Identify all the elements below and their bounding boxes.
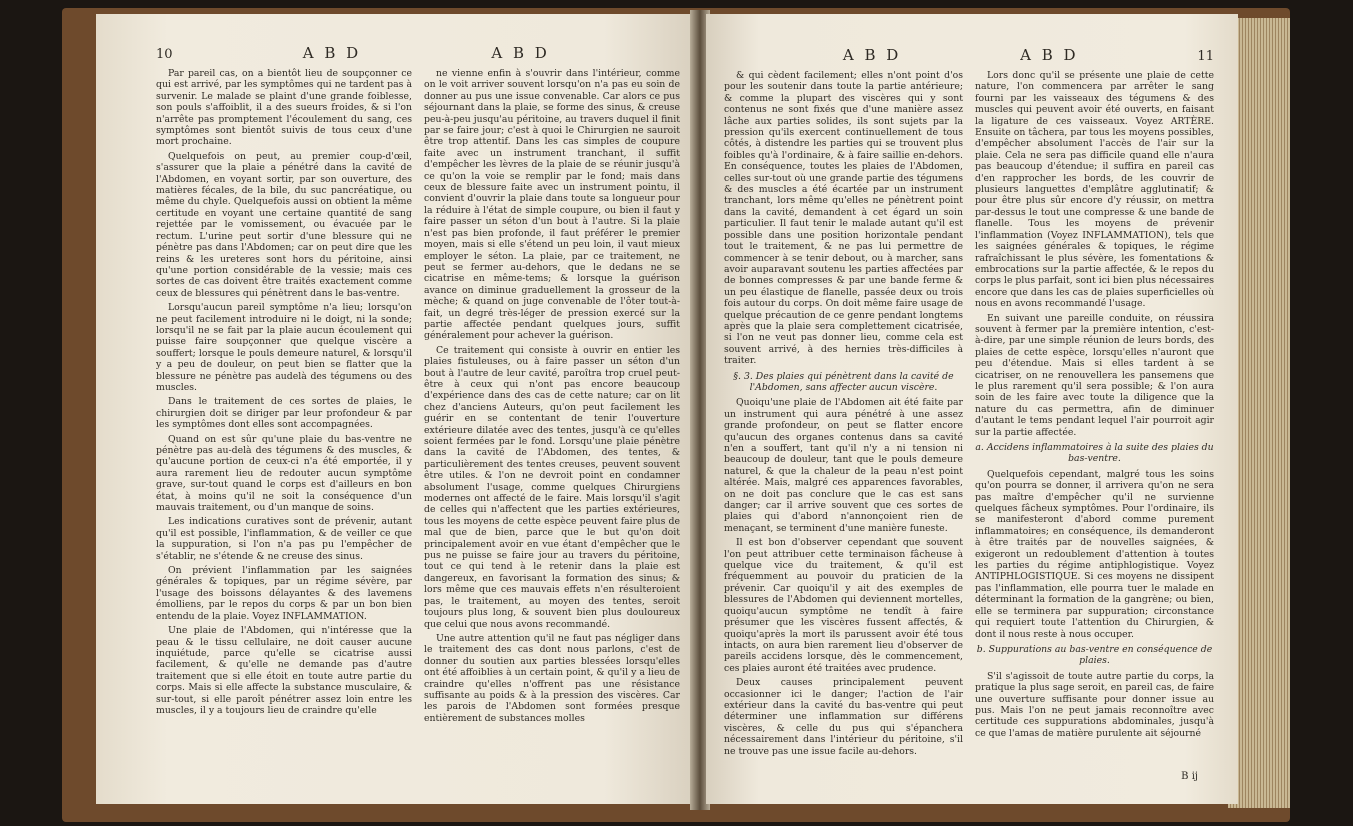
paragraph: Quelquefois on peut, au premier coup-d'œil, s'assurer que la plaie a pénétré dans la cavité de l'Abdomen, en voyant sortir, par son ouverture, des matières fécales, de la bile, du suc pancréatique, ou même du chyle. Quelquefois aussi on obtient la même certitude en voyant une certaine quantité de sang rejettée par le vomissement, ou évacuée par le rectum. L'urine peut sortir d'une blessure qui ne pénètre pas dans l'Abdomen; car on peut dire que les reins & les ureteres sont hors du péritoine, ainsi qu'une portion considérable de la vessie; mais ces sortes de cas doivent être traités exactement comme ceux de blessures qui pénètrent dans le bas-ventre. — [156, 150, 412, 299]
paragraph: & qui cèdent facilement; elles n'ont point d'os pour les soutenir dans toute la partie antérieure; & comme la plupart des viscères qui y sont contenus ne sont fixés que d'une manière assez lâche aux parties solides, ils sont sujets par la pression qu'ils exercent continuellement de tous côtés, à distendre les parties qui se trouvent plus foibles qu'à l'ordinaire, & à faire saillie en-dehors. En conséquence, toutes les plaies de l'Abdomen, celles sur-tout où une grande partie des tégumens & des muscles a été écartée par un instrument tranchant, lors même qu'elles ne pénètrent point dans la cavité, demandent à cet égard un soin particulier. Il faut tenir le malade autant qu'il est possible dans une position horizontale pendant tout le traitement, & ne pas lui permettre de commencer à se tenir debout, ou à marcher, sans avoir auparavant soutenu les parties affectées par de bonnes compresses & par une bande ferme & un peu élastique de flanelle, passée deux ou trois fois autour du corps. On doit même faire usage de quelque précaution de ce genre pendant longtems après que la plaie sera complettement cicatrisée, si l'on ne veut pas donner lieu, comme cela est souvent arrivé, à des hernies très-difficiles à traiter. — [724, 70, 963, 367]
paragraph: Quoiqu'une plaie de l'Abdomen ait été faite par un instrument qui aura pénétré à une assez grande profondeur, on peut se flatter encore qu'aucun des organes contenus dans sa cavité n'en a souffert, tant qu'il n'y a ni tension ni beaucoup de douleur, tant que le pouls demeure naturel, & que la chaleur de la peau n'est point altérée. Mais, malgré ces apparences favorables, on ne doit pas conclure que le cas est sans danger; car il arrive souvent que ces sortes de plaies qui d'abord n'annonçoient rien de menaçant, se terminent d'une manière funeste. — [724, 397, 963, 534]
right-column-2 — [975, 70, 1214, 760]
left-page-number: 10 — [156, 47, 173, 62]
paragraph: ne vienne enfin à s'ouvrir dans l'intérieur, comme on le voit arriver souvent lorsqu'on n'a pas eu soin de donner au pus une issue convenable. Car alors ce pus séjournant dans la plaie, se forme des sinus, & creuse peu-à-peu jusqu'au péritoine, au travers duquel il finit par se faire jour; c'est à quoi le Chirurgien ne sauroit être trop attentif. Dans les cas simples de coupure faite avec un instrument tranchant, il suffit d'empêcher les lèvres de la plaie de se réunir jusqu'à ce qu'on la voie se remplir par le fond; mais dans ceux de blessure faite avec un instrument pointu, il convient d'ouvrir la plaie dans toute sa longueur pour la réduire à l'état de simple coupure, ou bien il faut y faire passer un séton d'un bout à l'autre. Si la plaie n'est pas bien profonde, il faut préférer le premier moyen, mais si elle s'étend un peu loin, il vaut mieux employer le séton. La plaie, par ce traitement, ne peut se fermer au-dehors, que le dedans ne se cicatrise en même-tems; & lorsque la guérison avance on diminue graduellement la grosseur de la mèche; & quand on juge convenable de l'ôter tout-à-fait, un degré très-léger de pression exercé sur la partie affectée pendant quelques jours, suffit généralement pour achever la guérison. — [424, 68, 680, 342]
subsection-heading: b. Suppurations au bas-ventre en conséquence de plaies. — [976, 643, 1213, 667]
left-running-head — [156, 44, 680, 62]
left-column-2 — [424, 68, 680, 727]
paragraph: En suivant une pareille conduite, on réussira souvent à fermer par la première intention, c'est-à-dire, par une simple réunion de leurs bords, des plaies de cette espèce, lorsqu'elles n'auront que peu d'étendue. Mais si elles tardent à se cicatriser, on ne renouvellera les pansemens que le plus rarement qu'il sera possible; & l'on aura soin de les faire avec toute la diligence que la nature du cas permettra, afin de diminuer d'autant le tems pendant lequel l'air pourroit agir sur la partie affectée. — [975, 312, 1214, 438]
right-column-1 — [724, 70, 963, 760]
signature-mark: B ij — [1181, 771, 1198, 782]
paragraph: S'il s'agissoit de toute autre partie du corps, la pratique la plus sage seroit, en pareil cas, de faire une ouverture suffisante pour donner issue au pus. Mais l'on ne peut jamais reconnoître avec certitude ces suppurations abdominales, jusqu'à ce que l'amas de matière purulente ait séjourné — [975, 670, 1214, 739]
left-column-1 — [156, 68, 412, 727]
paragraph: Quelquefois cependant, malgré tous les soins qu'on pourra se donner, il arrivera qu'on ne sera pas maître d'empêcher qu'il ne survienne quelques fâcheux symptômes. Pour l'ordinaire, ils se manifesteront d'abord comme purement inflammatoires; en conséquence, ils demanderont à être traités par de nouvelles saignées, & exigeront un redoublement d'attention à toutes les parties du régime antiphlogistique. Voyez ANTIPHLOGISTIQUE. Si ces moyens ne dissipent pas l'inflammation, elle pourra tuer le malade en déterminant la formation de la gangrène; ou bien, elle se terminera par suppuration; circonstance qui requiert toute l'attention du Chirurgien, & dont il nous reste à nous occuper. — [975, 468, 1214, 640]
paragraph: Une autre attention qu'il ne faut pas négliger dans le traitement des cas dont nous parlons, c'est de donner du soutien aux parties blessées lorsqu'elles ont été affoiblies à un certain point, & qu'il y a lieu de craindre qu'elles n'offrent pas une résistance suffisante au poids & à la pression des viscères. Car les parois de l'Abdomen sont formées presque entièrement de substances molles — [424, 632, 680, 724]
paragraph: Lors donc qu'il se présente une plaie de cette nature, l'on commencera par arrêter le sang fourni par les vaisseaux des tégumens & des muscles qui peuvent avoir été ouverts, en faisant la ligature de ces vaisseaux. Voyez ARTÈRE. Ensuite on tâchera, par tous les moyens possibles, d'empêcher absolument l'accès de l'air sur la plaie. Cela ne sera pas difficile quand elle n'aura pas beaucoup d'étendue; il suffira en pareil cas d'en rapprocher les bords, de les couvrir de plusieurs languettes d'emplâtre agglutinatif; & pour être plus sûr encore d'y réussir, on mettra par-dessus le tout une compresse & une bande de flanelle. Tous les moyens de prévenir l'inflammation (Voyez INFLAMMATION), tels que les saignées générales & topiques, le régime rafraîchissant le plus sévère, les fomentations & embrocations sur la partie affectée, & le repos du corps le plus parfait, sont ici bien plus nécessaires encore que dans les cas de plaies superficielles où nous en avons recommandé l'usage. — [975, 70, 1214, 310]
right-page-number: 11 — [1197, 49, 1214, 64]
right-running-head-left: A B D — [842, 46, 902, 64]
paragraph: Deux causes principalement peuvent occasionner ici le danger; l'action de l'air extérieur dans la cavité du bas-ventre qui peut déterminer une inflammation sur différens viscères, & celle du pus qui s'épanchera nécessairement dans l'intérieur du péritoine, s'il ne trouve pas une issue facile au-dehors. — [724, 677, 963, 757]
right-page — [706, 14, 1238, 804]
right-running-head — [724, 46, 1214, 64]
paragraph: Quand on est sûr qu'une plaie du bas-ventre ne pénètre pas au-delà des tégumens & des muscles, & qu'aucune portion de ceux-ci n'a été emportée, il y aura rarement lieu de redouter aucun symptôme grave, sur-tout quand le corps est d'ailleurs en bon état, à moins qu'il ne soit la conséquence d'un mauvais traitement, ou d'un manque de soins. — [156, 433, 412, 514]
right-running-head-right: A B D — [1020, 46, 1079, 64]
paragraph: Une plaie de l'Abdomen, qui n'intéresse que la peau & le tissu cellulaire, ne doit causer aucune inquiétude, parce qu'elle se cicatrise aussi facilement, & qu'elle ne demande pas d'autre traitement que si elle étoit en toute autre partie du corps. Mais si elle affecte la substance musculaire, & sur-tout, si elle paroît pénétrer assez loin entre les muscles, il y a toujours lieu de craindre qu'elle — [156, 625, 412, 716]
paragraph: Dans le traitement de ces sortes de plaies, le chirurgien doit se diriger par leur profondeur & par les symptômes dont elles sont accompagnées. — [156, 396, 412, 431]
left-running-head-right: A B D — [491, 44, 550, 62]
left-running-head-left: A B D — [302, 44, 362, 62]
paragraph: Les indications curatives sont de prévenir, autant qu'il est possible, l'inflammation, & de veiller ce que la suppuration, si l'on n'a pas pu l'empêcher de s'établir, ne s'étende & ne creuse des sinus. — [156, 516, 412, 562]
paragraph: On prévient l'inflammation par les saignées générales & topiques, par un régime sévère, par l'usage des boissons délayantes & des lavemens émolliens, par le repos du corps & par un bon bien entendu de la plaie. Voyez INFLAMMATION. — [156, 565, 412, 622]
paragraph: Il est bon d'observer cependant que souvent l'on peut attribuer cette terminaison fâcheuse à quelque vice du traitement, & qu'il est fréquemment au pouvoir du praticien de la prévenir. Car quoiqu'il y ait des exemples de blessures de l'Abdomen qui deviennent mortelles, quoiqu'aucun symptôme ne tendît à faire présumer que les viscères fussent affectés, & quoiqu'après la mort ils parussent avoir été tous intacts, on aura bien rarement lieu d'observer de pareils accidens lorsque, dès le commencement, ces plaies auront été traitées avec prudence. — [724, 537, 963, 674]
paragraph: Ce traitement qui consiste à ouvrir en entier les plaies fistuleuses, ou à faire passer un séton d'un bout à l'autre de leur cavité, paroîtra trop cruel peut-être à ceux qui n'ont pas encore beaucoup d'expérience dans des cas de cette nature; car on lit chez d'anciens Auteurs, qu'on peut facilement les guérir en se contentant de tenir l'ouverture extérieure dilatée avec des tentes, jusqu'à ce qu'elles soient fermées par le fond. Lorsqu'une plaie pénètre dans la cavité de l'Abdomen, des tentes, & particulièrement des tentes creuses, peuvent souvent être utiles. & l'on ne devroit point en condamner absolument l'usage, comme quelques Chirurgiens modernes ont affecté de le faire. Mais lorsqu'il s'agit de celles qui n'affectent que les parties extérieures, tous les moyens de cette espèce peuvent faire plus de mal que de bien, parce que le but qu'on doit principalement avoir en vue étant d'empêcher que le pus ne puisse se faire jour au travers du péritoine, tout ce qui tend à le retenir dans la plaie est dangereux, en favorisant la formation des sinus; & lors même que ces mauvais effets n'en résulteroient pas, le traitement, au moyen des tentes, seroit toujours plus long, & souvent bien plus douloureux que celui que nous avons recommandé. — [424, 344, 680, 630]
left-page — [96, 14, 694, 804]
paragraph: Par pareil cas, on a bientôt lieu de soupçonner ce qui est arrivé, par les symptômes qui ne tardent pas à survenir. Le malade se plaint d'une grande foiblesse, son pouls s'affoiblit, il a des sueurs froides, & si l'on n'arrête pas promptement l'écoulement du sang, ces symptômes sont bientôt suivis de tous ceux d'une mort prochaine. — [156, 68, 412, 148]
paragraph: Lorsqu'aucun pareil symptôme n'a lieu; lorsqu'on ne peut facilement introduire ni le doigt, ni la sonde; lorsqu'il ne se fait par la plaie aucun écoulement qui puisse faire soupçonner que quelque viscère a souffert; lorsque le pouls demeure naturel, & lorsqu'il y a peu de douleur, on peut bien se flatter que la blessure ne pénètre pas audelà des tégumens ou des muscles. — [156, 302, 412, 393]
subsection-heading: a. Accidens inflammatoires à la suite des plaies du bas-ventre. — [975, 442, 1214, 465]
section-heading: §. 3. Des plaies qui pénètrent dans la cavité de l'Abdomen, sans affecter aucun viscère. — [733, 370, 954, 393]
